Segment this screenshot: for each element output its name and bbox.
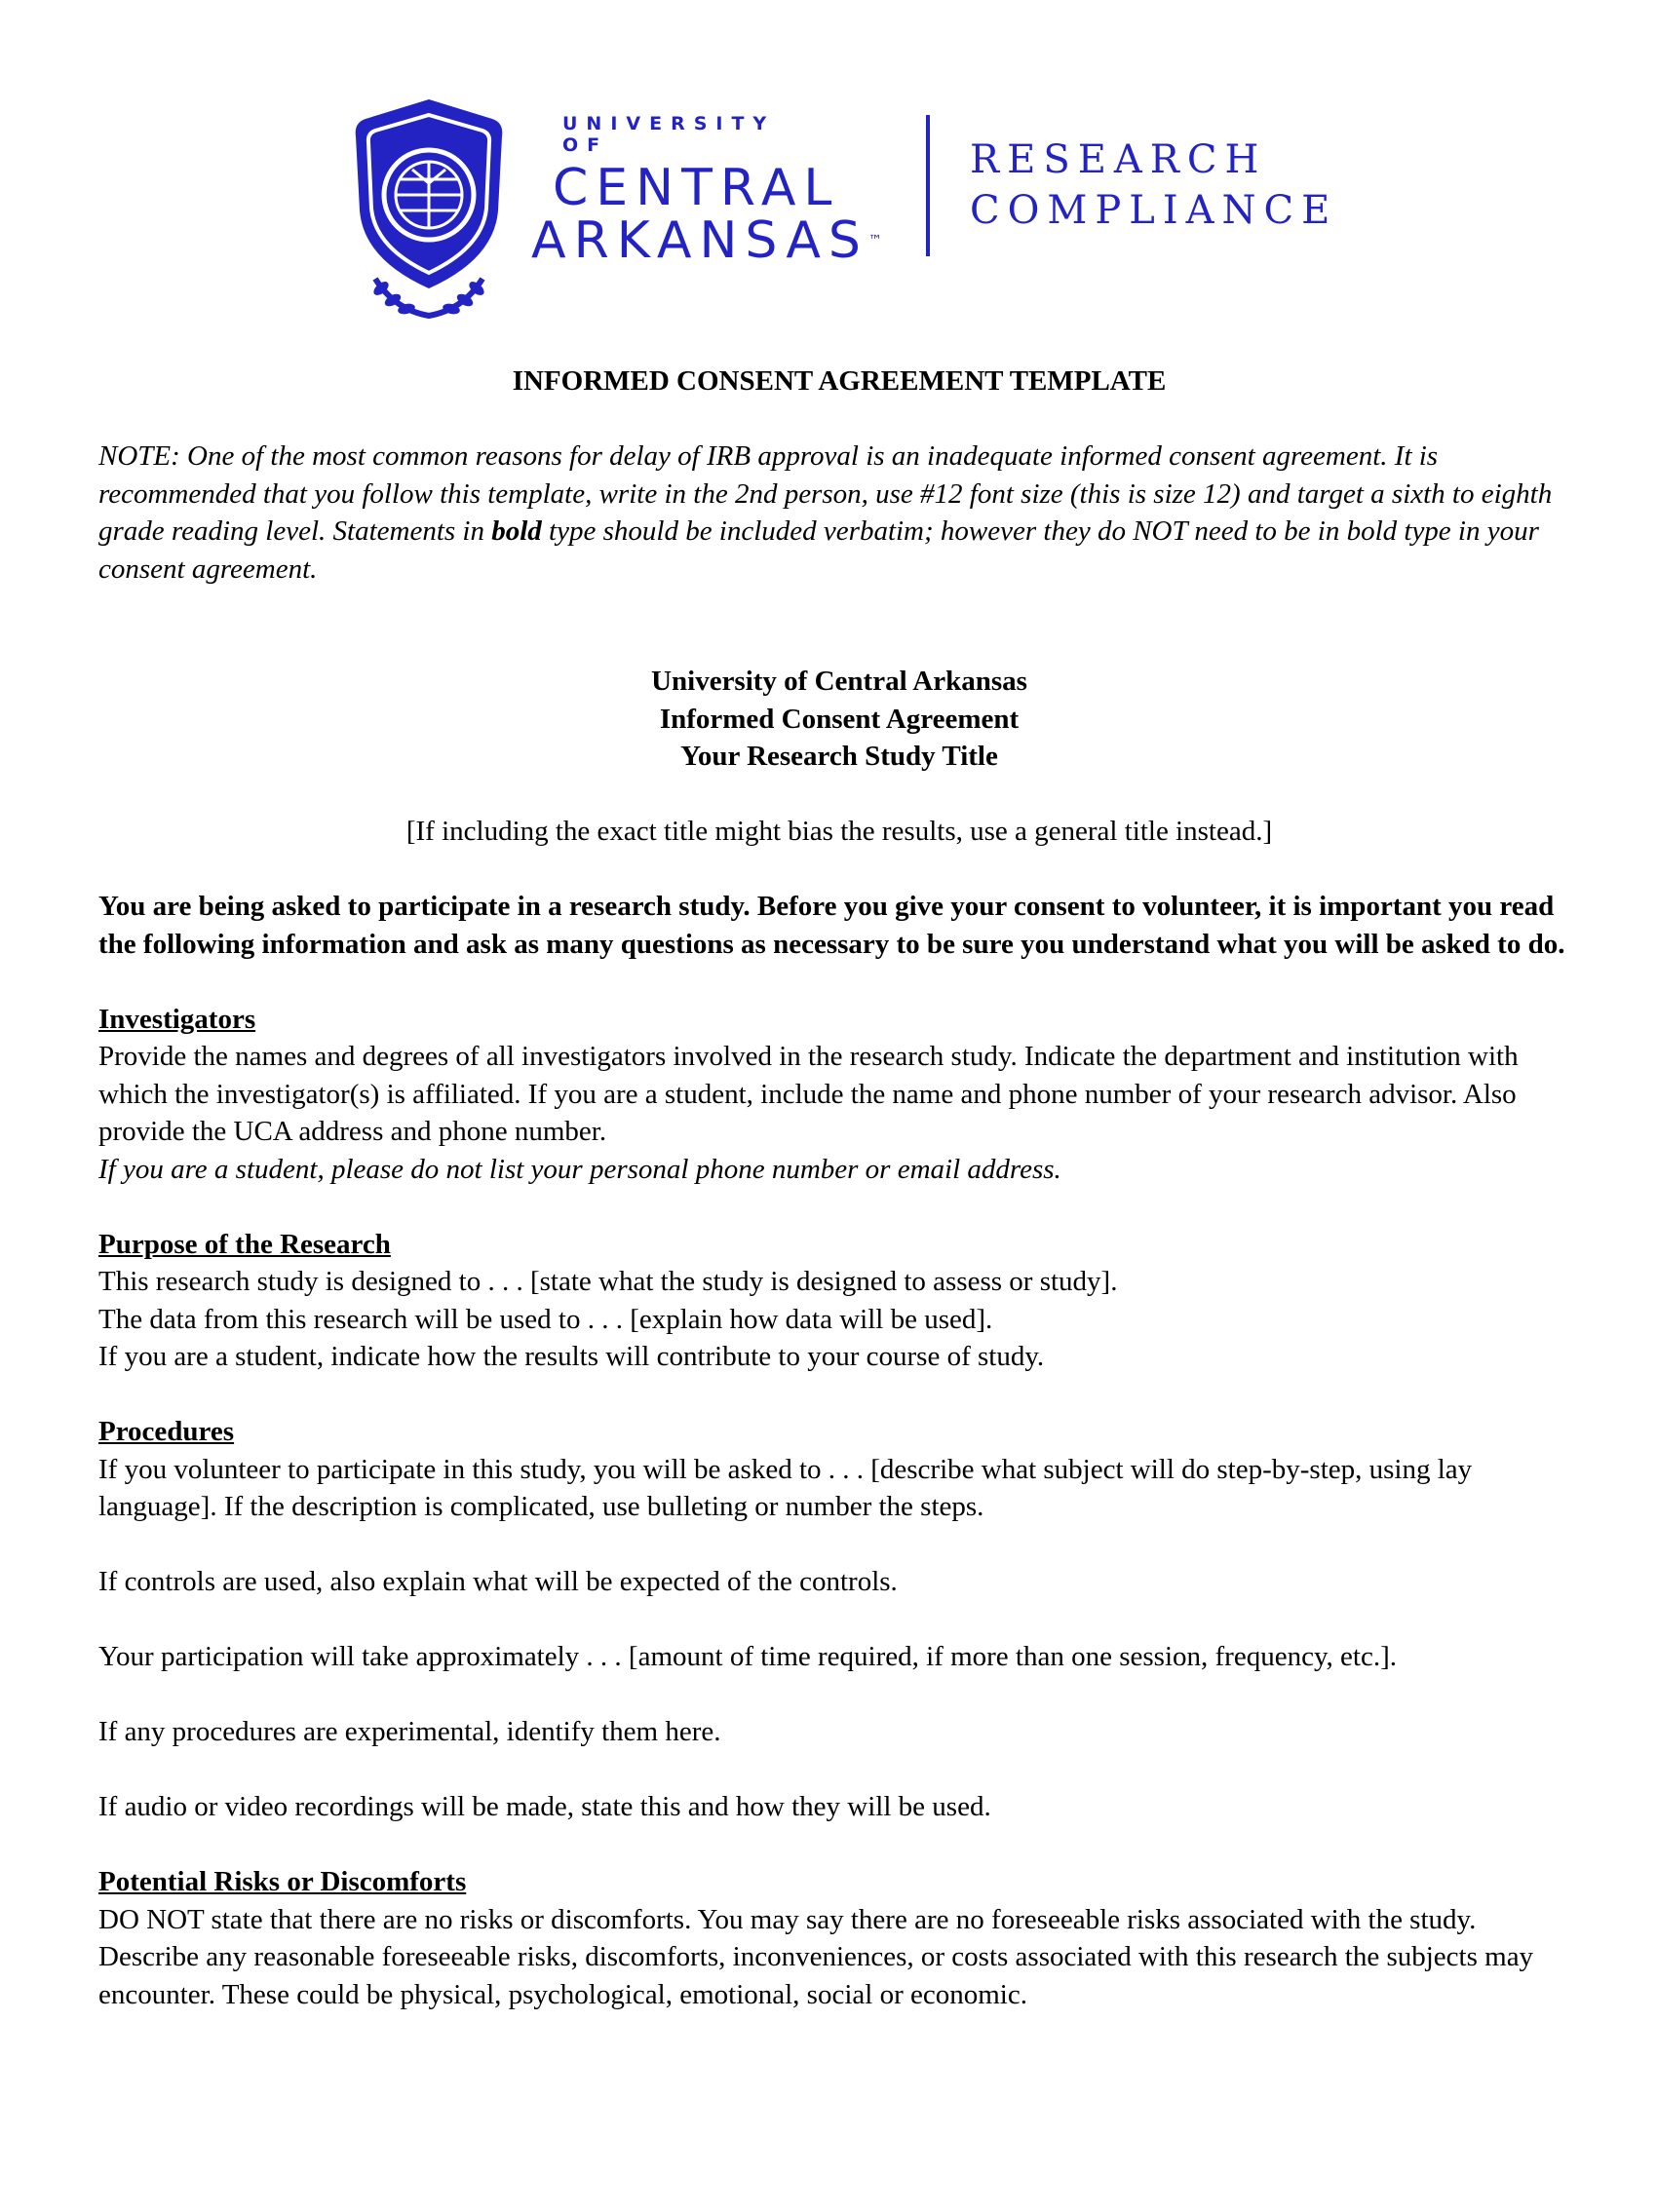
title-hint: [If including the exact title might bias the results, use a general title instead.] (405, 816, 1273, 847)
section-title-risks: Potential Risks or Discomforts (98, 1866, 467, 1897)
intro-statement: You are being asked to participate in a research study. Before you give your consent to volunteer, it is important you read the following information and ask as many questions as necessary to be sure you understand what you will be asked to do. (98, 891, 1565, 960)
trademark-symbol: ™ (867, 233, 882, 248)
document-body (98, 362, 1580, 2013)
note-bold-word: bold (491, 515, 542, 547)
template-note (98, 438, 1580, 588)
investigators-note: If you are a student, please do not list your personal phone number or email address. (98, 1153, 1061, 1185)
procedures-paragraph-5: If audio or video recordings will be made, state this and how they will be used. (98, 1791, 991, 1822)
section-title-procedures: Procedures (98, 1416, 235, 1447)
section-title-purpose: Purpose of the Research (98, 1228, 391, 1260)
university-wordmark (531, 113, 882, 270)
wordmark-central: CENTRAL (553, 159, 840, 217)
procedures-paragraph-4: If any procedures are experimental, identify them here. (98, 1716, 721, 1747)
purpose-line-3: If you are a student, indicate how the results will contribute to your course of study. (98, 1341, 1045, 1372)
university-shield-icon (336, 94, 521, 324)
wordmark-university-of: UNIVERSITY OF (562, 113, 776, 156)
wordmark-arkansas: ARKANSAS (531, 211, 868, 270)
logo-divider (926, 115, 930, 256)
wordmark-research: RESEARCH (970, 137, 1267, 182)
wordmark-arkansas-line (531, 211, 882, 270)
heading-agreement: Informed Consent Agreement (659, 703, 1020, 735)
investigators-text: Provide the names and degrees of all investigators involved in the research study. Indicate the department and institution with which the investigator(s) is affiliated. If you are a student, include the name and phone number of your research advisor. Also provide the UCA address and phone number. (98, 1041, 1519, 1147)
research-compliance-wordmark (970, 134, 1337, 236)
purpose-line-1: This research study is designed to . . . [state what the study is designed to assess or study]. (98, 1266, 1118, 1297)
heading-university: University of Central Arkansas (651, 666, 1027, 697)
note-part-1: NOTE: One of the most common reasons for delay of IRB approval is an inadequate informed consent agreement. It is recommended that you follow this template, write in the 2nd person, use #12 font size (this is size 12) and target a sixth to eighth grade reading level. Statements in (98, 440, 1553, 547)
procedures-paragraph-3: Your participation will take approximately . . . [amount of time required, if more than one session, frequency, etc.]. (98, 1641, 1398, 1672)
risks-text: DO NOT state that there are no risks or discomforts. You may say there are no foreseeable risks associated with the study. Describe any reasonable foreseeable risks, discomforts, inconveniences, or costs associated with this research the subjects may encounter. These could be physical, psychological, emotional, social or economic. (98, 1903, 1534, 2010)
note-part-2: type should be included verbatim; however they do NOT need to be in bold type in your consent agreement. (98, 515, 1539, 585)
wordmark-compliance: COMPLIANCE (970, 188, 1338, 233)
heading-study-title: Your Research Study Title (680, 741, 998, 772)
template-title: INFORMED CONSENT AGREEMENT TEMPLATE (512, 365, 1167, 397)
procedures-paragraph-1: If you volunteer to participate in this study, you will be asked to . . . [describe what subject will do step-by-step, using lay language]. If the description is complicated, use bulleting or number the steps. (98, 1453, 1473, 1522)
procedures-paragraph-2: If controls are used, also explain what will be expected of the controls. (98, 1566, 898, 1597)
logo-header (336, 94, 1338, 327)
section-title-investigators: Investigators (98, 1003, 256, 1035)
purpose-line-2: The data from this research will be used to . . . [explain how data will be used]. (98, 1303, 993, 1335)
